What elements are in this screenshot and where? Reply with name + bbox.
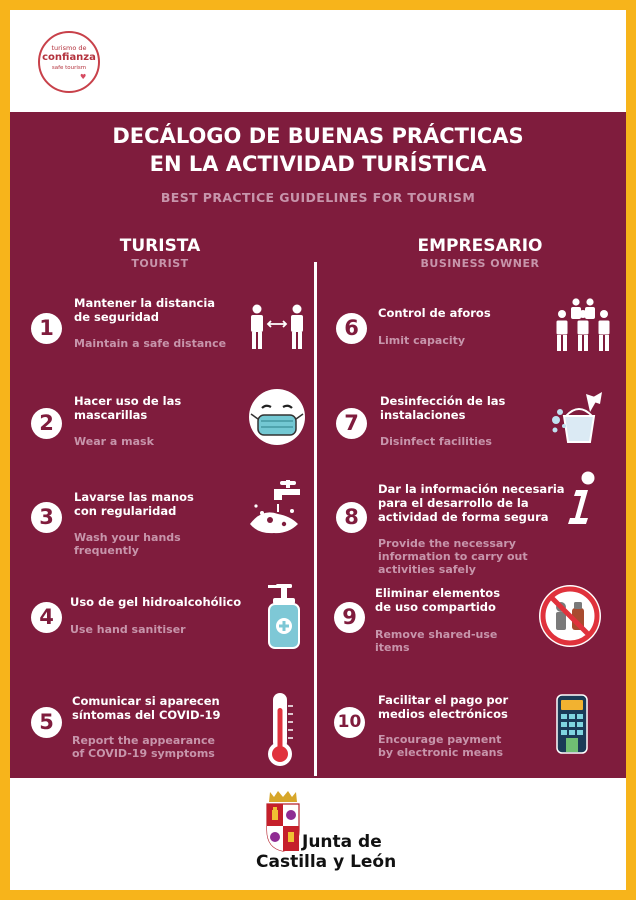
org-name-line-2: Castilla y León bbox=[256, 852, 397, 872]
face-mask-icon bbox=[248, 388, 306, 446]
item-number: 5 bbox=[31, 707, 62, 738]
item-text-en: Remove shared-use items bbox=[375, 628, 498, 654]
item-text-en: Disinfect facilities bbox=[380, 435, 492, 448]
heart-icon: ♥ bbox=[80, 73, 87, 81]
item-text-en: Use hand sanitiser bbox=[70, 623, 186, 636]
item-title-es: Eliminar elementos de uso compartido bbox=[375, 586, 501, 614]
item-title-es: Comunicar si aparecen síntomas del COVID-19 bbox=[72, 694, 221, 722]
item-text-en: Maintain a safe distance bbox=[74, 337, 227, 350]
sanitiser-bottle-icon bbox=[266, 582, 306, 650]
people-group-icon bbox=[554, 298, 612, 352]
cleaning-bucket-icon bbox=[550, 390, 608, 444]
org-name-line-1: Junta de bbox=[302, 832, 382, 852]
item-number: 1 bbox=[31, 313, 62, 344]
column-divider bbox=[314, 262, 317, 776]
poster bbox=[10, 10, 626, 890]
item-text-en: Encourage payment by electronic means bbox=[378, 733, 504, 759]
logo-text-2: confianza bbox=[42, 52, 96, 63]
item-number: 10 bbox=[334, 707, 365, 738]
item-number: 7 bbox=[336, 408, 367, 439]
coat-of-arms-icon bbox=[264, 790, 302, 852]
column-subtitle-tourist: TOURIST bbox=[131, 257, 189, 270]
hand-washing-icon bbox=[246, 478, 308, 540]
item-number: 9 bbox=[334, 602, 365, 633]
title-line-1: DECÁLOGO DE BUENAS PRÁCTICAS bbox=[112, 124, 524, 148]
item-number: 4 bbox=[31, 602, 62, 633]
item-number: 8 bbox=[336, 502, 367, 533]
item-text-en: Wash your hands frequently bbox=[74, 531, 181, 557]
thermometer-icon bbox=[262, 690, 298, 770]
item-text-en: Wear a mask bbox=[74, 435, 154, 448]
page-title bbox=[10, 122, 626, 178]
card-terminal-icon bbox=[556, 694, 588, 756]
safe-tourism-logo bbox=[38, 31, 100, 93]
social-distance-icon bbox=[248, 304, 306, 350]
logo-text-1: turismo de bbox=[51, 44, 87, 52]
item-title-es: Control de aforos bbox=[378, 306, 491, 320]
logo-text-3: safe tourism bbox=[51, 65, 87, 71]
item-number: 3 bbox=[31, 502, 62, 533]
title-line-2: EN LA ACTIVIDAD TURÍSTICA bbox=[149, 152, 487, 176]
item-title-es: Facilitar el pago por medios electrónicos bbox=[378, 693, 509, 721]
item-title-es: Desinfección de las instalaciones bbox=[380, 394, 506, 422]
column-subtitle-business: BUSINESS OWNER bbox=[420, 257, 540, 270]
item-title-es: Uso de gel hidroalcohólico bbox=[70, 595, 242, 609]
item-text-en: Provide the necessary information to carry out activities safely bbox=[378, 537, 528, 576]
column-title-business: EMPRESARIO bbox=[417, 236, 543, 256]
item-title-es: Lavarse las manos con regularidad bbox=[74, 490, 194, 518]
guidelines-panel bbox=[10, 112, 626, 778]
item-number: 2 bbox=[31, 408, 62, 439]
item-title-es: Dar la información necesaria para el desarrollo de la actividad de forma segura bbox=[378, 482, 565, 524]
item-text-en: Limit capacity bbox=[378, 334, 466, 347]
information-icon bbox=[566, 470, 598, 526]
item-text-en: Report the appearance of COVID-19 symptoms bbox=[72, 734, 215, 760]
item-title-es: Mantener la distancia de seguridad bbox=[74, 296, 216, 324]
top-bar bbox=[10, 10, 626, 112]
footer bbox=[10, 778, 626, 890]
no-shared-items-icon bbox=[538, 584, 602, 648]
page-subtitle: BEST PRACTICE GUIDELINES FOR TOURISM bbox=[160, 190, 476, 205]
item-title-es: Hacer uso de las mascarillas bbox=[74, 394, 182, 422]
item-number: 6 bbox=[336, 313, 367, 344]
column-title-tourist: TURISTA bbox=[119, 236, 201, 256]
